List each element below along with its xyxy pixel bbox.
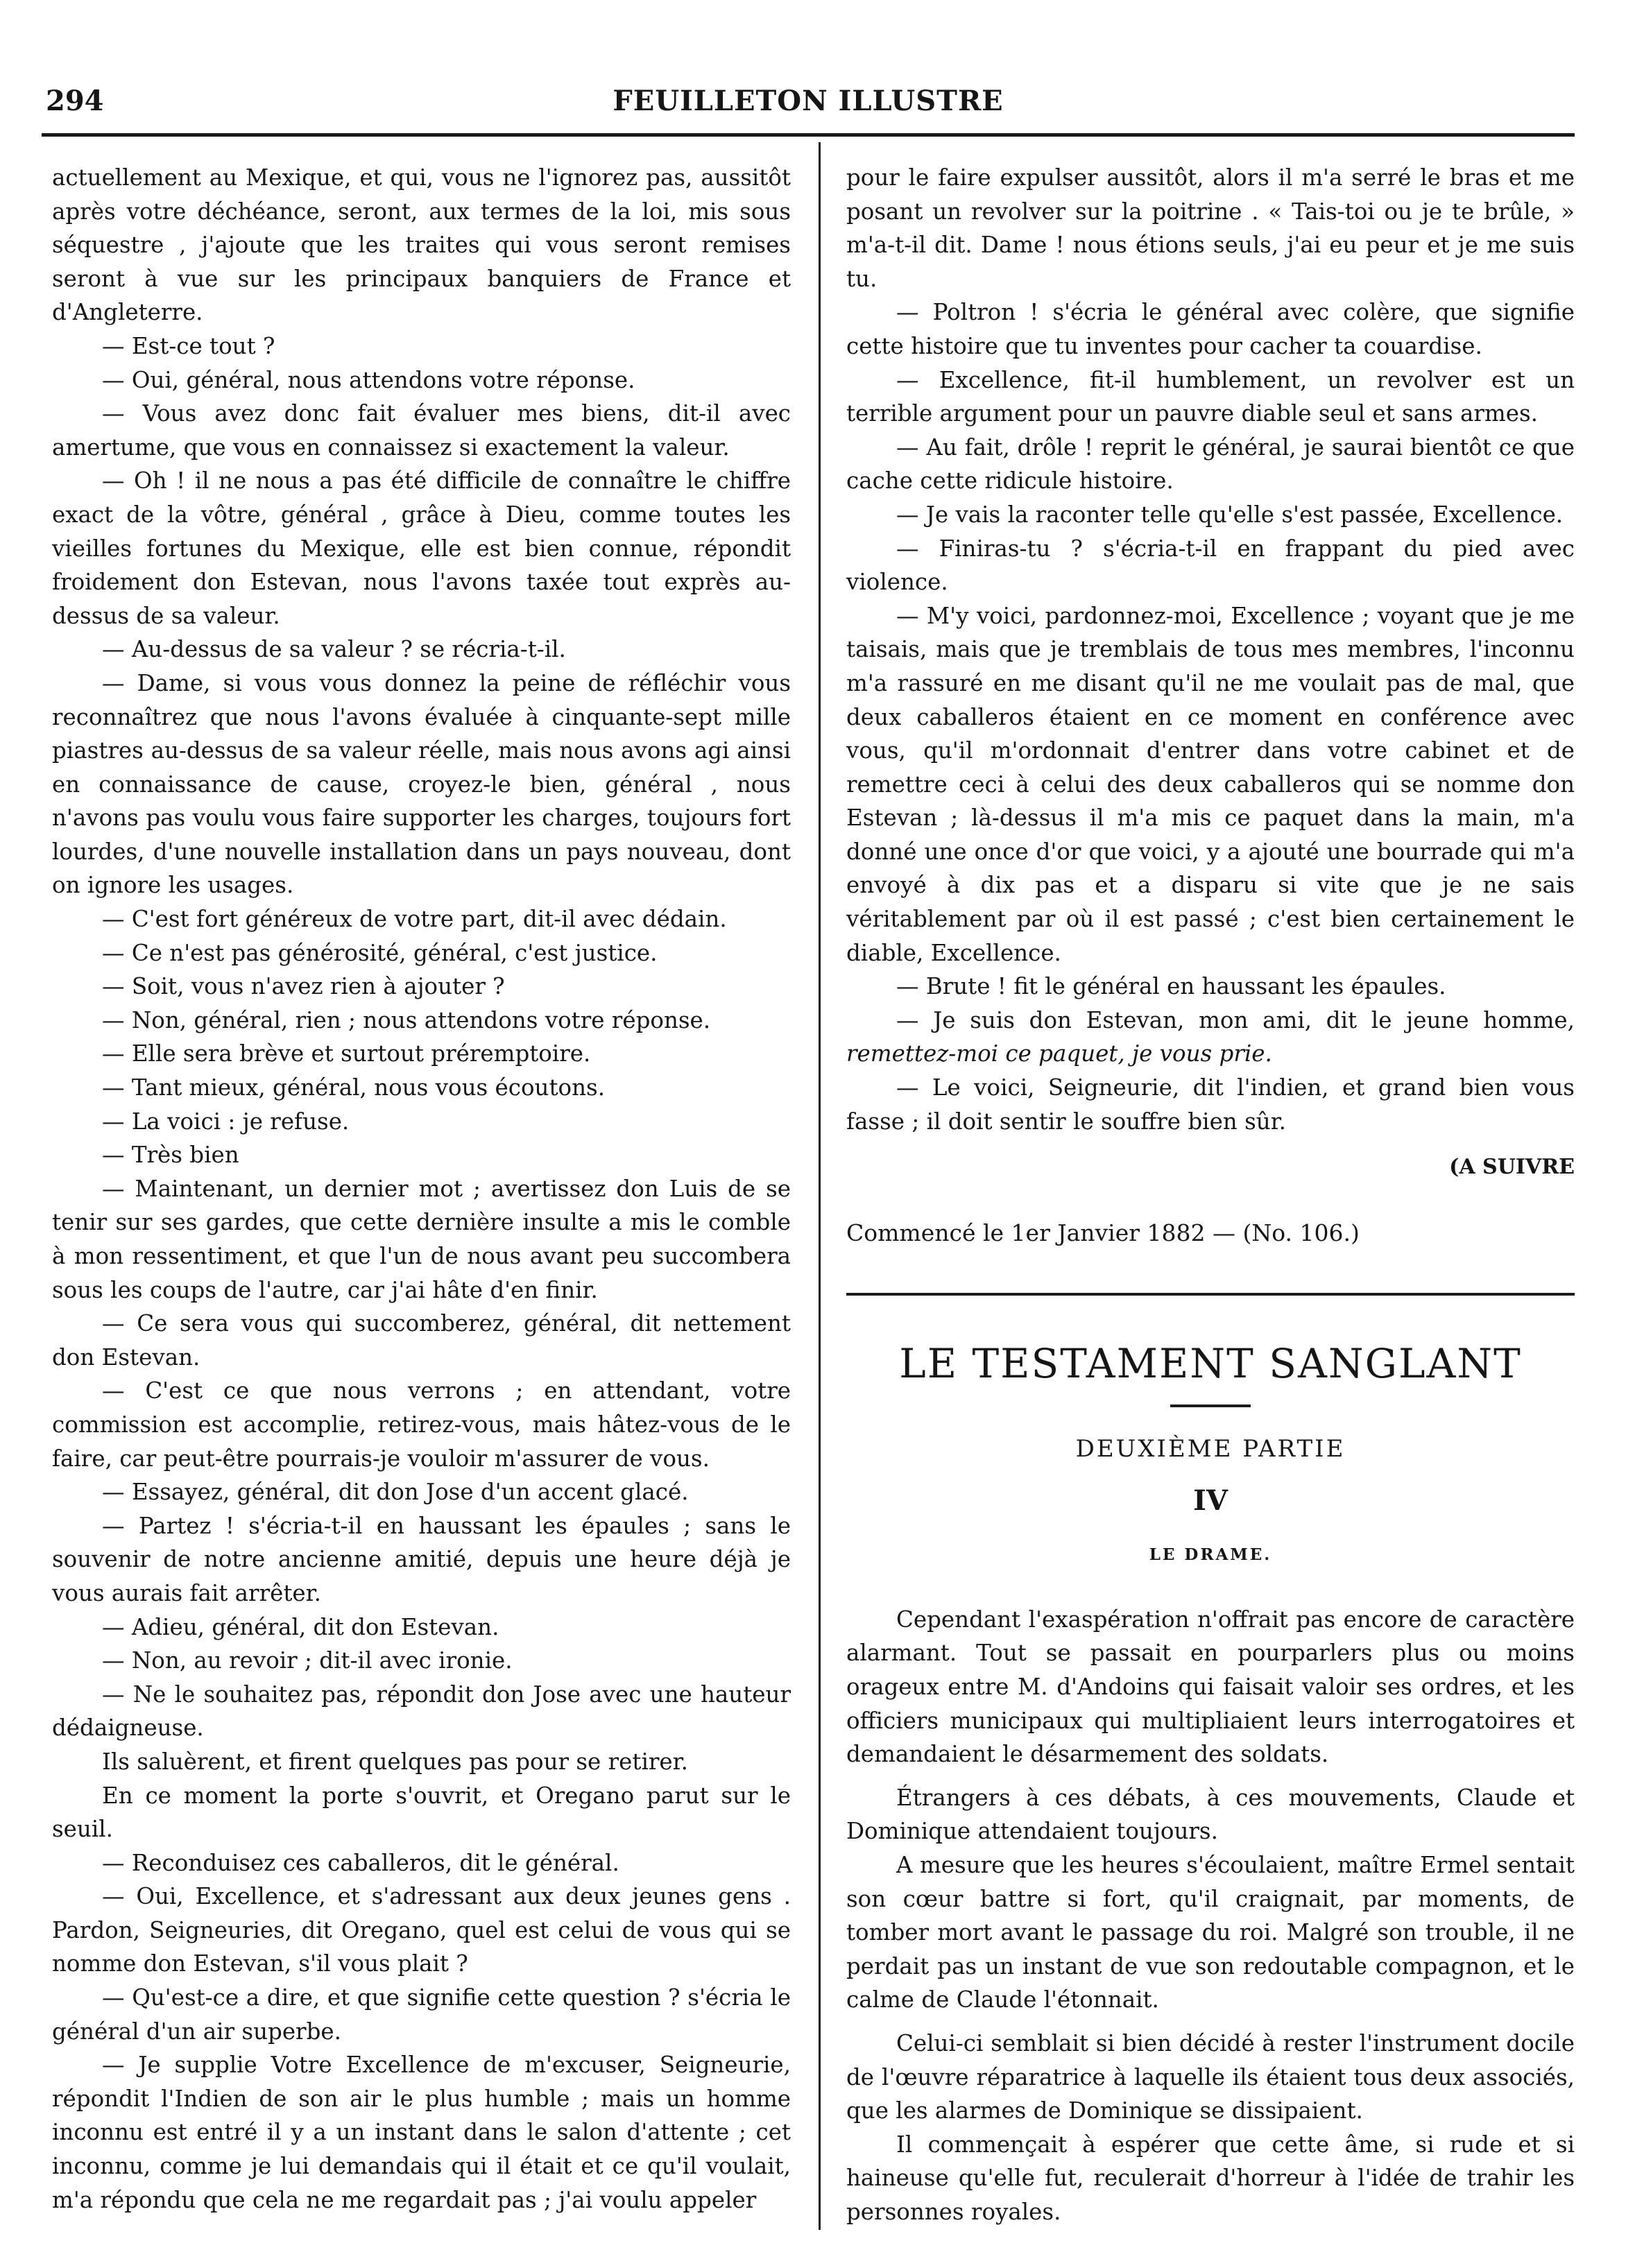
paragraph: — Tant mieux, général, nous vous écoutons.	[102, 1074, 606, 1101]
story-paragraph: Celui-ci semblait si bien décidé à rester l'instrument docile de l'œuvre réparatrice à laquelle ils étaient tous deux associés, que les alarmes de Dominique se dissipaient.	[846, 2029, 1575, 2124]
paragraph: — Au fait, drôle ! reprit le général, je saurai bientôt ce que cache cette ridicule histoire.	[846, 433, 1575, 495]
paragraph: — Au-dessus de sa valeur ? se récria-t-il.	[102, 636, 566, 663]
title-rule	[1170, 1404, 1251, 1407]
paragraph: — Excellence, fit-il humblement, un revolver est un terrible argument pour un pauvre diable seul et sans armes.	[846, 366, 1575, 427]
paragraph: — Je supplie Votre Excellence de m'excuser, Seigneurie, répondit l'Indien de son air le plus humble ; mais un homme inconnu est entré il y a un instant dans le salon d'attente ; cet inconnu, comme je lui demandais qui il était et ce qu'il voulait, m'a répondu que cela ne me regardait pas ; j'ai voulu appeler	[52, 2052, 791, 2213]
paragraph: — Brute ! fit le général en haussant les épaules.	[896, 973, 1446, 1000]
paragraph: — Reconduisez ces caballeros, dit le général.	[102, 1849, 619, 1876]
italic-phrase: remettez-moi ce paquet, je vous prie.	[846, 1040, 1272, 1067]
part-heading: DEUXIÈME PARTIE	[1075, 1435, 1346, 1463]
paragraph	[846, 1004, 1575, 1071]
paragraph: — Non, au revoir ; dit-il avec ironie.	[102, 1647, 513, 1674]
paragraph: — Vous avez donc fait évaluer mes biens, dit-il avec amertume, que vous en connaissez si exactement la valeur.	[52, 400, 791, 461]
paragraph: — Oui, général, nous attendons votre réponse.	[102, 366, 635, 393]
to-be-continued: (A SUIVRE	[1449, 1155, 1575, 1180]
story-title: LE TESTAMENT SANGLANT	[899, 1340, 1522, 1388]
paragraph: — Le voici, Seigneurie, dit l'indien, et grand bien vous fasse ; il doit sentir le souffre bien sûr.	[846, 1074, 1575, 1135]
paragraph: — M'y voici, pardonnez-moi, Excellence ; voyant que je me taisais, mais que je tremblais de tous mes membres, l'inconnu m'a rassuré en me disant qu'il ne me voulait pas de mal, que deux caballeros étaient en ce moment en conférence avec vous, qu'il m'ordonnait d'entrer dans votre cabinet et de remettre ceci à celui des deux caballeros qui se nomme don Estevan ; là-dessus il m'a mis ce paquet dans la main, m'a donné une once d'or que voici, y a ajouté une bourrade qui m'a envoyé à dix pas et a disparu si vite que je ne sais véritablement par où il est passé ; c'est bien certainement le diable, Excellence.	[846, 602, 1575, 966]
serial-start-note: Commencé le 1er Janvier 1882 — (No. 106.)	[846, 1219, 1360, 1246]
left-column	[52, 161, 791, 2217]
chapter-number: IV	[1193, 1484, 1228, 1517]
paragraph: — Maintenant, un dernier mot ; avertissez don Luis de se tenir sur ses gardes, que cette dernière insulte a mis le comble à mon ressentiment, et que l'un de nous avant peu succombera sous les coups de l'autre, car j'ai hâte d'en finir.	[52, 1175, 791, 1303]
paragraph: pour le faire expulser aussitôt, alors il m'a serré le bras et me posant un revolver sur la poitrine . « Tais-toi ou je te brûle, » m'a-t-il dit. Dame ! nous étions seuls, j'ai eu peur et je me suis tu.	[846, 164, 1575, 292]
paragraph: Ils saluèrent, et firent quelques pas pour se retirer.	[102, 1748, 688, 1775]
paragraph: En ce moment la porte s'ouvrit, et Oregano parut sur le seuil.	[52, 1782, 791, 1843]
story-paragraph: A mesure que les heures s'écoulaient, maître Ermel sentait son cœur battre si fort, qu'il craignait, par moments, de tomber mort avant le passage du roi. Malgré son trouble, il ne perdait pas un instant de vue son redoutable compagnon, et le calme de Claude l'étonnait.	[846, 1851, 1575, 2013]
paragraph: — Non, général, rien ; nous attendons votre réponse.	[102, 1006, 711, 1033]
column-divider	[819, 142, 821, 2230]
paragraph: — C'est ce que nous verrons ; en attendant, votre commission est accomplie, retirez-vous, mais hâtez-vous de le faire, car peut-être pourrais-je vouloir m'assurer de vous.	[52, 1377, 791, 1472]
paragraph: — Adieu, général, dit don Estevan.	[102, 1613, 499, 1640]
section-rule	[846, 1293, 1575, 1296]
paragraph: — Essayez, général, dit don Jose d'un accent glacé.	[102, 1479, 689, 1506]
story-paragraph: Cependant l'exaspération n'offrait pas encore de caractère alarmant. Tout se passait en pourparlers plus ou moins orageux entre M. d'Andoins qui faisait valoir ses ordres, et les officiers municipaux qui multipliaient leurs interrogatoires et demandaient le désarmement des soldats.	[846, 1606, 1575, 1768]
paragraph: actuellement au Mexique, et qui, vous ne l'ignorez pas, aussitôt après votre déchéance, seront, aux termes de la loi, mis sous séquestre , j'ajoute que les traites qui vous seront remises seront à vue sur les principaux banquiers de France et d'Angleterre.	[52, 164, 791, 326]
paragraph: — Dame, si vous vous donnez la peine de réfléchir vous reconnaîtrez que nous l'avons évaluée à cinquante-sept mille piastres au-dessus de sa valeur réelle, mais nous avons agi ainsi en connaissance de cause, croyez-le bien, général , nous n'avons pas voulu vous faire supporter les charges, toujours fort lourdes, d'une nouvelle installation dans un pays nouveau, dont on ignore les usages.	[52, 669, 791, 899]
dialogue-text: — Je suis don Estevan, mon ami, dit le jeune homme,	[896, 1006, 1575, 1033]
right-column	[846, 161, 1575, 2228]
paragraph: — Ne le souhaitez pas, répondit don Jose avec une hauteur dédaigneuse.	[52, 1681, 791, 1742]
paragraph: — Soit, vous n'avez rien à ajouter ?	[102, 973, 505, 1000]
paragraph: — Ce n'est pas générosité, général, c'est justice.	[102, 939, 658, 966]
story-paragraph: Étrangers à ces débats, à ces mouvements, Claude et Dominique attendaient toujours.	[846, 1784, 1575, 1845]
header-rule	[42, 133, 1575, 137]
story-paragraph: Il commençait à espérer que cette âme, si rude et si haineuse qu'elle fut, reculerait d'horreur à l'idée de trahir les personnes royales.	[846, 2131, 1575, 2225]
paragraph: — Finiras-tu ? s'écria-t-il en frappant du pied avec violence.	[846, 535, 1575, 596]
paragraph: — Très bien	[102, 1142, 239, 1169]
paragraph: — Oui, Excellence, et s'adressant aux deux jeunes gens . Pardon, Seigneuries, dit Oregano, quel est celui de vous qui se nomme don Estevan, s'il vous plait ?	[52, 1883, 791, 1977]
paragraph: — Poltron ! s'écria le général avec colère, que signifie cette histoire que tu inventes pour cacher ta couardise.	[846, 299, 1575, 359]
paragraph: — Je vais la raconter telle qu'elle s'est passée, Excellence.	[896, 501, 1564, 528]
chapter-title: LE DRAME.	[1149, 1545, 1272, 1565]
paragraph: — La voici : je refuse.	[102, 1108, 350, 1135]
running-title: FEUILLETON ILLUSTRE	[613, 85, 1004, 117]
page-number: 294	[46, 85, 104, 117]
paragraph: — Elle sera brève et surtout préremptoire.	[102, 1040, 591, 1067]
paragraph: — Qu'est-ce a dire, et que signifie cette question ? s'écria le général d'un air superbe.	[52, 1984, 791, 2045]
paragraph: — Oh ! il ne nous a pas été difficile de connaître le chiffre exact de la vôtre, général , grâce à Dieu, comme toutes les vieilles fortunes du Mexique, elle est bien connue, répondit froidement don Estevan, nous l'avons taxée tout exprès au-dessus de sa valeur.	[52, 467, 791, 629]
paragraph: — Est-ce tout ?	[102, 332, 275, 359]
page-header	[42, 85, 1575, 126]
paragraph: — C'est fort généreux de votre part, dit-il avec dédain.	[102, 906, 727, 933]
paragraph: — Partez ! s'écria-t-il en haussant les épaules ; sans le souvenir de notre ancienne amitié, depuis une heure déjà je vous aurais fait arrêter.	[52, 1512, 791, 1606]
paragraph: — Ce sera vous qui succomberez, général, dit nettement don Estevan.	[52, 1310, 791, 1371]
